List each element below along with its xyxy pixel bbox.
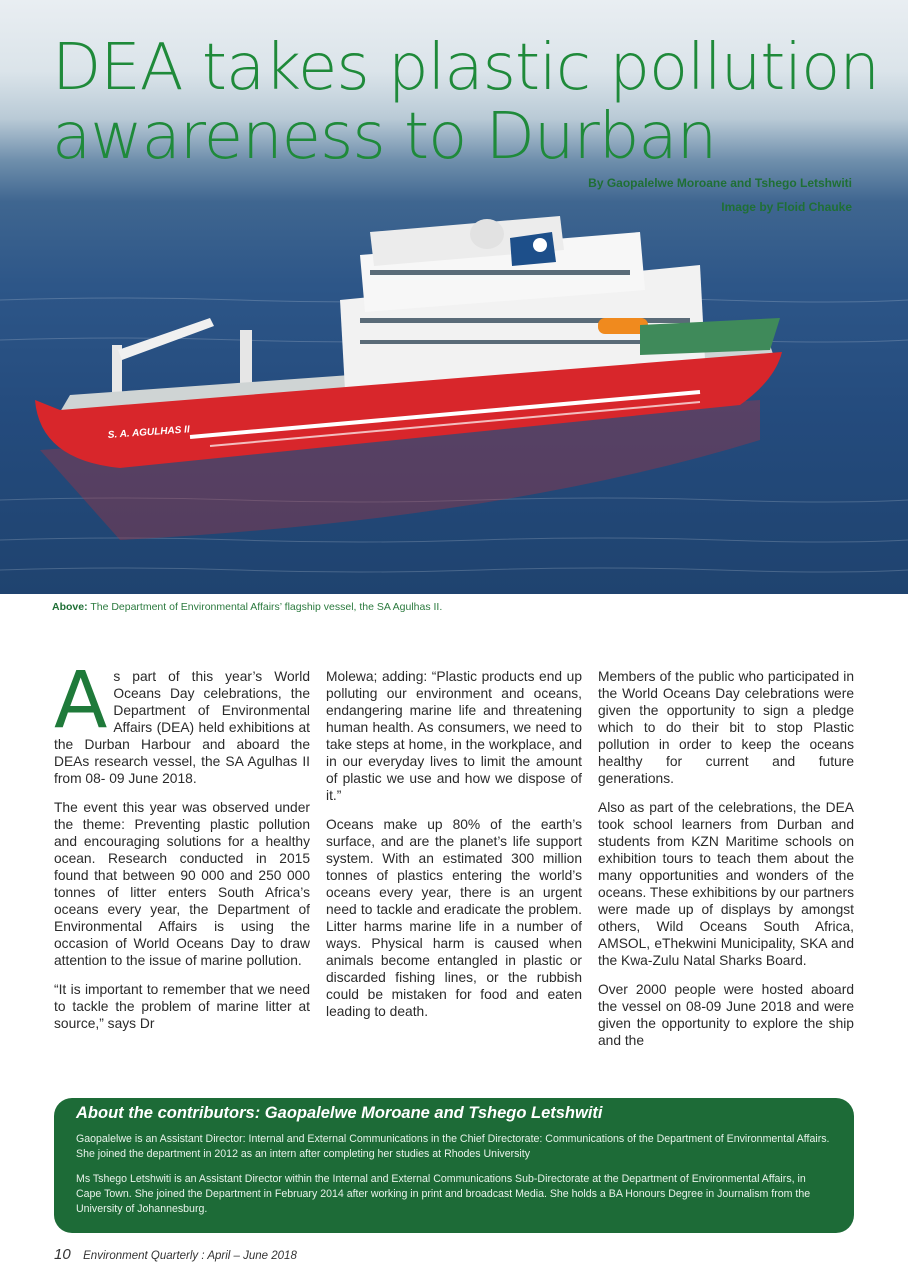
article-paragraph: [54, 656, 310, 787]
contributor-bio: Gaopalelwe is an Assistant Director: Internal and External Communications in the Chief Directorate: Communications of the Department of Environmental Affairs. She joined the department in 2012 as an intern after completing her studies at Rhodes University: [76, 1133, 830, 1160]
article-paragraph: Oceans make up 80% of the earth’s surface, and are the planet’s life support system. With an estimated 300 million tonnes of plastics entering the world’s oceans every year, there is an urgent need to tackle and eradicate the problem. Litter harms marine life in a number of ways. Physical harm is caused when animals become entangled in plastic or discarded fishing lines, or the rubbish could be mistaken for food and eaten leading to death.: [326, 817, 582, 1019]
dropcap: A: [54, 656, 108, 746]
photo-caption: [52, 601, 442, 613]
article-paragraph: Molewa; adding: “Plastic products end up polluting our environment and oceans, endangering marine life and threatening human health. As consumers, we need to take steps at home, in the workplace, and in our everyday lives to limit the amount of plastic we use and how we dispose of it.”: [326, 669, 582, 803]
byline: By Gaopalelwe Moroane and Tshego Letshwiti: [588, 176, 852, 190]
caption-text: The Department of Environmental Affairs’ flagship vessel, the SA Agulhas II.: [87, 601, 443, 613]
ship-name-label: S. A. AGULHAS II: [107, 424, 191, 441]
article-paragraph: The event this year was observed under the theme: Preventing plastic pollution and encouraging solutions for a healthy ocean. Research conducted in 2015 found that between 90 000 and 250 000 tonnes of litter enters South Africa’s oceans every year, the Department of Environmental Affairs is using the occasion of World Oceans Day to draw attention to the issue of marine pollution.: [54, 800, 310, 968]
article-column-2: [326, 668, 582, 1032]
image-credit: Image by Floid Chauke: [721, 200, 852, 214]
paragraph-text: s part of this year’s World Oceans Day celebrations, the Department of Environmental Affairs (DEA) held exhibitions at the Durban Harbour and aboard the DEAs research vessel, the SA Agulhas II from 08- 09 June 2018.: [54, 669, 310, 786]
contributor-bio: Ms Tshego Letshwiti is an Assistant Director within the Internal and External Communications Sub-Directorate at the Department of Environmental Affairs, in Cape Town. She joined the Department in February 2014 after working in print and broadcast Media. She holds a BA Honours Degree in Journalism from the University of Johannesburg.: [76, 1173, 811, 1215]
contributors-box: [54, 1098, 854, 1233]
contributors-heading: About the contributors: Gaopalelwe Moroane and Tshego Letshwiti: [76, 1104, 603, 1122]
article-paragraph: Over 2000 people were hosted aboard the vessel on 08-09 June 2018 and were given the opportunity to explore the ship and the: [598, 982, 854, 1048]
article-column-3: [598, 668, 854, 1061]
caption-lead: Above:: [52, 601, 88, 613]
hero-photo: [0, 0, 908, 594]
page-title: DEA takes plastic pollution awareness to Durban: [52, 31, 879, 174]
page-footer: [54, 1246, 297, 1264]
publication-name: Environment Quarterly : April – June 2018: [83, 1250, 297, 1262]
article-paragraph: “It is important to remember that we need to tackle the problem of marine litter at source,” says Dr: [54, 982, 310, 1031]
article-column-1: [54, 656, 310, 1044]
page-number: 10: [54, 1246, 71, 1263]
article-paragraph: Also as part of the celebrations, the DEA took school learners from Durban and students from KZN Maritime schools on exhibition tours to teach them about the many opportunities and wonders of the oceans. These exhibitions by our partners were made up of displays by amongst others, Wild Oceans South Africa, AMSOL, eThekwini Municipality, SKA and the Kwa-Zulu Natal Sharks Board.: [598, 800, 854, 968]
article-paragraph: Members of the public who participated in the World Oceans Day celebrations were given the opportunity to sign a pledge which to do their bit to stop Plastic pollution in order to keep the oceans healthy for current and future generations.: [598, 669, 854, 786]
